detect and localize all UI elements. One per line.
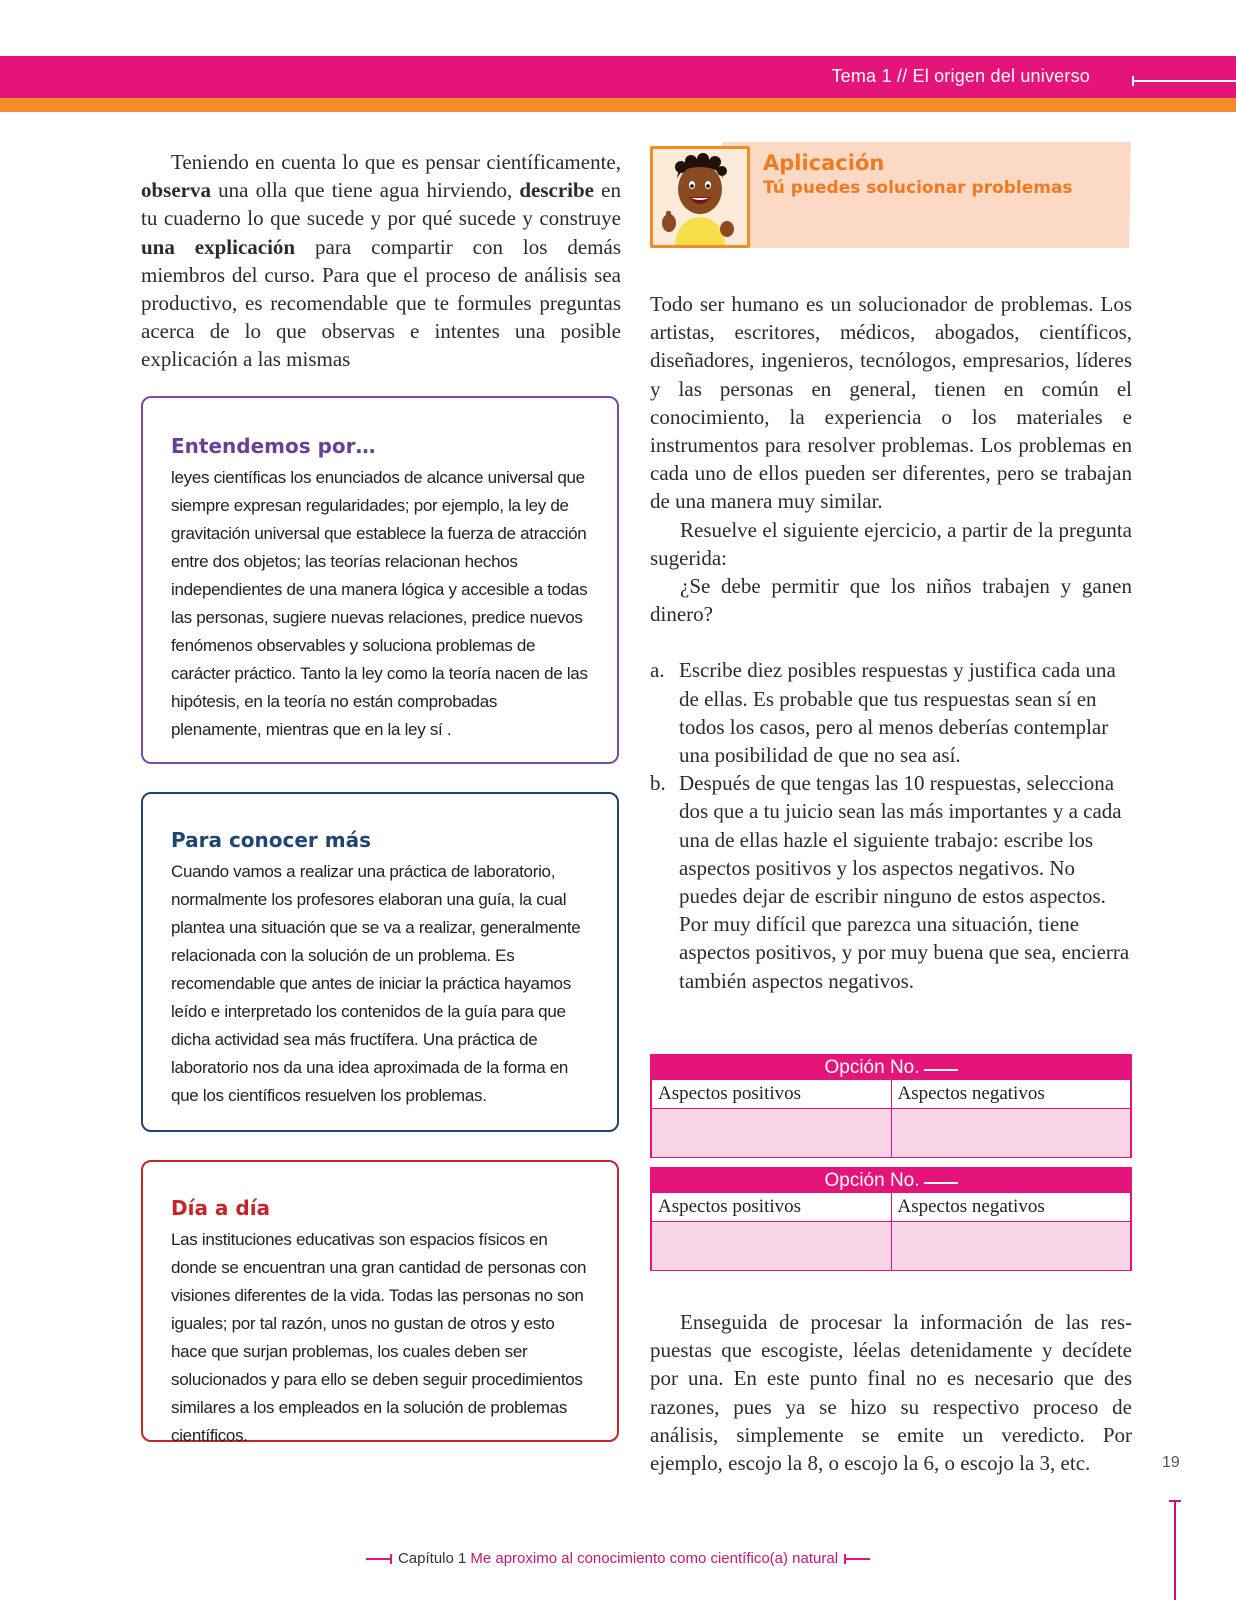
list-marker: b. <box>650 771 666 796</box>
child-illustration <box>650 146 750 248</box>
negative-aspects-cell[interactable] <box>891 1109 1131 1157</box>
final-text: Enseguida de procesar la información de las respuestas que escogiste, léelas detenidamente y decídete por una. En este punto final no es necesario que des razones, pues ya se hizo su respectivo proceso de análisis, simplemente se emite un veredicto. Por ejemplo, escojo la 8, o escojo la 6, o escojo la 3, etc. <box>650 1310 1132 1476</box>
negative-aspects-header: Aspectos negativos <box>891 1080 1131 1108</box>
option-number-blank[interactable] <box>924 1182 958 1184</box>
option-table-columns <box>652 1193 1130 1222</box>
application-title: Aplicación <box>763 151 885 175</box>
positive-aspects-header: Aspectos positivos <box>658 1196 802 1217</box>
option-table-header-label: Opción No. <box>824 1057 920 1078</box>
option-table-1 <box>650 1054 1132 1158</box>
chapter-topic-title: Tema 1 // El origen del universo <box>831 66 1090 86</box>
intro-run: en tu cuaderno lo que sucede y por qué sucede y construye <box>141 178 621 231</box>
footer-chapter-title: Me aproximo al conocimiento como científico(a) natural <box>470 1550 839 1567</box>
intro-emphasis: describe <box>519 178 595 203</box>
day-to-day-body: Las instituciones educativas son espacios físicos en donde se encuentran una gran cantidad de personas con visiones diferentes de la vida. Todas las personas no son iguales; por tal razón, unos no gustan de otros y esto hace que surjan problemas, los cuales deben ser solucionados y para ello se deben seguir procedimientos similares a los empleados en la solución de problemas científicos. <box>171 1230 587 1445</box>
footer-chapter: Capítulo 1 <box>397 1550 467 1567</box>
intro-text <box>141 148 621 374</box>
page-number: 19 <box>1162 1454 1180 1471</box>
option-number-blank[interactable] <box>924 1069 958 1071</box>
option-table-header-label: Opción No. <box>824 1170 920 1191</box>
learn-more-body: Cuando vamos a realizar una práctica de laboratorio, normalmente los profesores elaboran una guía, la cual plantea una situación que se va a realizar, generalmente relacionada con la solución de un problema. Es recomendable que antes de iniciar la práctica hayamos leído e interpretado los contenidos de la guía para que dicha actividad sea más fructífera. Una práctica de laboratorio nos da una idea aproximada de la forma en que los científicos resuelven los problemas. <box>171 862 581 1105</box>
day-to-day-title: Día a día <box>171 1196 271 1220</box>
learn-more-box <box>141 792 619 1132</box>
day-to-day-box <box>141 1160 619 1445</box>
intro-emphasis: observa <box>141 178 211 203</box>
option-table-answer-row <box>652 1222 1130 1270</box>
option-table-header <box>652 1056 1130 1080</box>
learn-more-title: Para conocer más <box>171 828 371 852</box>
negative-aspects-cell[interactable] <box>891 1222 1131 1270</box>
exercise-steps <box>650 656 1132 994</box>
intro-emphasis: una explicación <box>141 234 296 259</box>
right-column <box>650 290 1132 995</box>
application-subtitle: Tú puedes solucionar problemas <box>763 178 1073 198</box>
definitions-title: Entendemos por… <box>171 434 376 458</box>
option-table-header <box>652 1169 1130 1193</box>
list-marker: a. <box>650 658 665 683</box>
smiling-child-icon <box>653 149 747 245</box>
option-table-columns <box>652 1080 1130 1109</box>
footer-right-line <box>844 1558 870 1560</box>
positive-aspects-cell[interactable] <box>652 1109 891 1157</box>
negative-aspects-header: Aspectos negativos <box>891 1193 1131 1221</box>
list-item-text: Después de que tengas las 10 respuestas, selecciona dos que a tu juicio sean las más importantes y a cada una de ellas hazle el siguiente trabajo: escribe los aspectos positivos y los aspectos negativos. No puedes dejar de escribir ninguno de estos aspectos. Por muy difícil que parezca una situación, tiene aspectos positivos, y por muy buena que sea, encierra también aspectos negativos. <box>679 771 1130 993</box>
list-item <box>650 769 1132 995</box>
list-item <box>650 656 1132 769</box>
intro-run: para compartir con los demás miembros del curso. Para que el proceso de análisis sea productivo, es recomendable que te formules preguntas acerca de lo que observas e intentes una posible explicación a las mismas <box>141 234 622 372</box>
definitions-body: leyes científicas los enunciados de alcance universal que siempre expresan regularidades; por ejemplo, la ley de gravitación universal que establece la fuerza de atracción entre dos objetos; las teorías relacionan hechos independientes de una manera lógica y accesible a todas las personas, sugiere nuevas relaciones, predice nuevos fenómenos observables y soluciona problemas de carácter práctico. Tanto la ley como la teoría nacen de las hipótesis, en la teoría no están comprobadas plenamente, mientras que en la ley sí . <box>171 468 588 739</box>
exercise-question: ¿Se debe permitir que los niños trabajen y ganen dinero? <box>650 574 1132 627</box>
definitions-box <box>141 396 619 764</box>
footer-left-line <box>366 1558 392 1560</box>
positive-aspects-cell[interactable] <box>652 1222 891 1270</box>
final-paragraph <box>650 1308 1132 1477</box>
positive-aspects-header: Aspectos positivos <box>658 1083 802 1104</box>
header-accent-stripe <box>0 98 1236 112</box>
footer <box>0 1550 1236 1567</box>
problem-solver-paragraph: Todo ser humano es un solucionador de problemas. Los artistas, escritores, médicos, abogados, científicos, diseñadores, ingenieros, tecnólogos, empresarios, líderes y las personas en general, tienen en común el conocimiento, la experiencia o los materiales e instrumentos para resolver problemas. Los problemas en cada uno de ellos pueden ser diferentes, pero se trabajan de una manera muy similar. <box>650 292 1132 514</box>
exercise-intro: Resuelve el siguiente ejercicio, a partir de la pregunta sugerida: <box>650 517 1132 570</box>
option-table-answer-row <box>652 1109 1130 1157</box>
option-table-2 <box>650 1167 1132 1271</box>
intro-run: una olla que tiene agua hirviendo, <box>211 178 520 203</box>
list-item-text: Escribe diez posibles respuestas y justifica cada una de ellas. Es probable que tus respuestas sean sí en todos los casos, pero al menos deberías contemplar una posibilidad de que no sea así. <box>679 658 1116 768</box>
intro-paragraph <box>141 148 621 374</box>
intro-run: Teniendo en cuenta lo que es pensar científicamente, <box>171 150 621 174</box>
header-line <box>1132 80 1236 82</box>
